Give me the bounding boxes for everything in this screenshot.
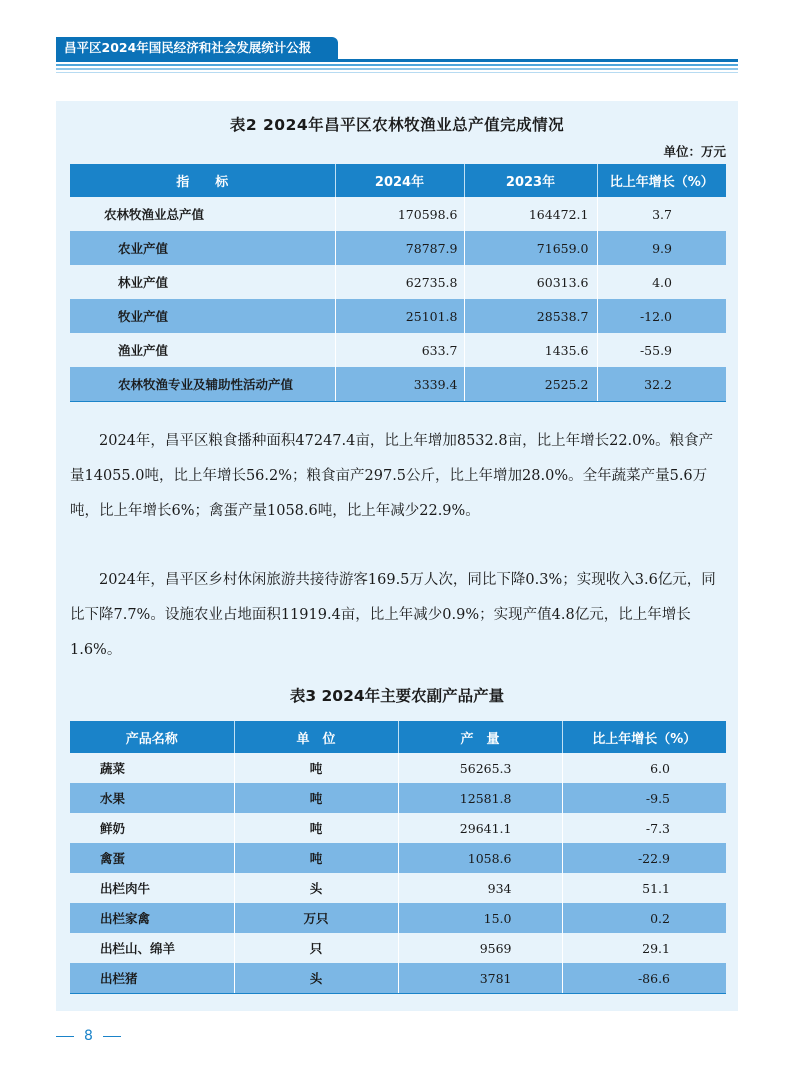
table3-header-cell: 产 量: [398, 721, 562, 753]
table2-header-cell: 指 标: [70, 164, 335, 197]
table-row: [70, 813, 726, 843]
table-cell: -7.3: [645, 820, 670, 836]
table-cell: 渔业产值: [70, 333, 335, 367]
table-cell: 56265.3: [398, 753, 562, 783]
table-cell: 吨: [234, 753, 398, 783]
table-cell: 出栏家禽: [70, 903, 234, 933]
paragraph-text: 2024年，昌平区乡村休闲旅游共接待游客169.5万人次，同比下降0.3%；实现收入3.6亿元，同比下降7.7%。设施农业占地面积11919.4亩，比上年减少0.9%；实现产值4.8亿元，比上年增长1.6%。: [70, 572, 716, 658]
table-cell: 出栏肉牛: [70, 873, 234, 903]
table3-title: 表3 2024年主要农副产品产量: [289, 687, 505, 705]
table-cell: 9569: [398, 933, 562, 963]
table-cell: 51.1: [642, 880, 670, 896]
table-cell: 164472.1: [464, 197, 597, 231]
table-cell: 934: [398, 873, 562, 903]
table-cell: 农业产值: [70, 231, 335, 265]
table2-header-row: [70, 164, 726, 197]
table-cell: 9.9: [597, 231, 726, 265]
table3-body: [70, 753, 726, 994]
table3-header-cell: 比上年增长（%）: [562, 721, 726, 753]
table-cell: 3781: [398, 963, 562, 994]
header-rule: [56, 68, 738, 70]
table-cell: 29.1: [642, 940, 670, 956]
table-row: [70, 873, 726, 903]
table-row: [70, 333, 726, 367]
table-row: [70, 265, 726, 299]
table-row: [70, 933, 726, 963]
page-number-dash: [103, 1036, 121, 1037]
paragraph: [70, 563, 726, 668]
table-cell: 林业产值: [70, 265, 335, 299]
table-cell: -9.5: [562, 783, 726, 813]
table3-header-cell: 产品名称: [70, 721, 234, 753]
table-cell: 农林牧渔业总产值: [70, 197, 335, 231]
table-cell: -55.9: [639, 342, 672, 358]
table-cell: 禽蛋: [70, 843, 234, 873]
table-cell: 32.2: [597, 367, 726, 402]
table-cell: 4.0: [652, 274, 672, 290]
table-row: [70, 299, 726, 333]
paragraph-text: 2024年，昌平区粮食播种面积47247.4亩，比上年增加8532.8亩，比上年增长22.0%。粮食产量14055.0吨，比上年增长56.2%；粮食亩产297.5公斤，比上年增加28.0%。全年蔬菜产量5.6万吨，比上年增长6%；禽蛋产量1058.6吨，比上年减少22.9%。: [70, 433, 714, 519]
table-row: [70, 903, 726, 933]
table3-header-row: [70, 721, 726, 753]
table-row: [70, 783, 726, 813]
table2-unit: 单位：万元: [663, 144, 726, 159]
table2-header-cell: 2023年: [464, 164, 597, 197]
table-row: [70, 231, 726, 265]
table-cell: 28538.7: [464, 299, 597, 333]
table-row: [70, 367, 726, 402]
table-cell: 只: [234, 933, 398, 963]
header-rule: [56, 64, 738, 66]
table-cell: 6.0: [650, 760, 670, 776]
table-cell: 吨: [234, 813, 398, 843]
table-cell: 出栏猪: [70, 963, 234, 994]
table-row: [70, 753, 726, 783]
table2: [70, 164, 726, 402]
paragraph: [70, 424, 726, 529]
table-cell: -86.6: [562, 963, 726, 994]
table-cell: 170598.6: [335, 197, 464, 231]
table-cell: 蔬菜: [70, 753, 234, 783]
table-cell: 牧业产值: [70, 299, 335, 333]
table-cell: 1435.6: [464, 333, 597, 367]
table-cell: 万只: [234, 903, 398, 933]
table-cell: 71659.0: [464, 231, 597, 265]
table-cell: 头: [234, 873, 398, 903]
table-cell: 15.0: [398, 903, 562, 933]
table2-title: 表2 2024年昌平区农林牧渔业总产值完成情况: [229, 116, 565, 134]
table-cell: 2525.2: [464, 367, 597, 402]
table-row: [70, 963, 726, 994]
table3-header-cell: 单 位: [234, 721, 398, 753]
table-cell: 60313.6: [464, 265, 597, 299]
table-cell: 29641.1: [398, 813, 562, 843]
page-number-text: 8: [84, 1028, 93, 1044]
header-rule: [56, 59, 738, 62]
table-cell: 0.2: [562, 903, 726, 933]
table-row: [70, 197, 726, 231]
table-cell: 3.7: [652, 206, 672, 222]
table-cell: 1058.6: [398, 843, 562, 873]
table-cell: 水果: [70, 783, 234, 813]
table2-header-cell: 2024年: [335, 164, 464, 197]
header-rule: [56, 72, 738, 73]
table-cell: 78787.9: [335, 231, 464, 265]
table2-header-cell: 比上年增长（%）: [597, 164, 726, 197]
table-cell: 62735.8: [335, 265, 464, 299]
page-number-dash: [56, 1036, 74, 1037]
table-cell: 吨: [234, 783, 398, 813]
table-cell: 农林牧渔专业及辅助性活动产值: [70, 367, 335, 402]
table-cell: 633.7: [335, 333, 464, 367]
table-cell: 12581.8: [398, 783, 562, 813]
table-cell: 出栏山、绵羊: [70, 933, 234, 963]
table-cell: 吨: [234, 843, 398, 873]
table-row: [70, 843, 726, 873]
page-number: [56, 1026, 121, 1046]
table-cell: -22.9: [562, 843, 726, 873]
table-cell: 3339.4: [335, 367, 464, 402]
table-cell: -12.0: [597, 299, 726, 333]
table3: [70, 721, 726, 994]
table-cell: 鲜奶: [70, 813, 234, 843]
table-cell: 头: [234, 963, 398, 994]
table2-body: [70, 197, 726, 402]
report-header-title: 昌平区2024年国民经济和社会发展统计公报: [56, 37, 338, 59]
table-cell: 25101.8: [335, 299, 464, 333]
